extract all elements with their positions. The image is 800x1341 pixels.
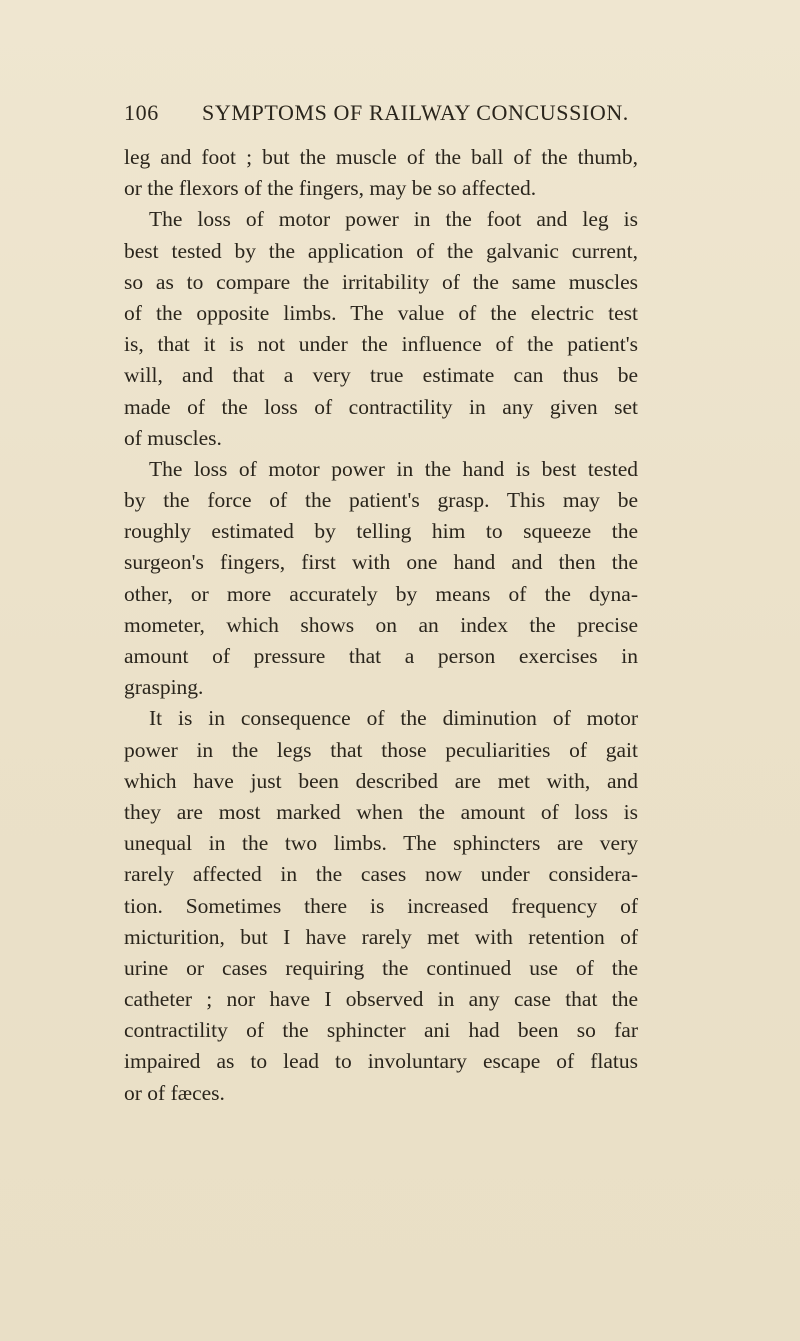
text-line: surgeon's fingers, first with one hand and then the xyxy=(124,550,638,575)
text-line: amount of pressure that a person exercises in xyxy=(124,644,638,668)
text-line: or of fæces. xyxy=(124,1080,225,1105)
page-header xyxy=(124,100,644,134)
text-line: or the flexors of the fingers, may be so affected. xyxy=(124,176,537,201)
text-line: so as to compare the irritability of the same muscles xyxy=(124,269,638,294)
text-line: mometer, which shows on an index the precise xyxy=(124,612,638,637)
text-line: of muscles. xyxy=(124,425,222,450)
text-line: The loss of motor power in the hand is best tested xyxy=(149,456,638,481)
text-line: impaired as to lead to involuntary escape of flatus xyxy=(124,1049,638,1074)
page-number: 106 xyxy=(124,100,159,125)
text-line: they are most marked when the amount of loss is xyxy=(124,799,638,824)
text-line: It is in consequence of the diminution of motor xyxy=(149,706,638,731)
text-line: unequal in the two limbs. The sphincters are very xyxy=(124,831,638,856)
text-line: power in the legs that those peculiarities of gait xyxy=(124,737,638,762)
text-line: which have just been described are met with, and xyxy=(124,768,638,793)
text-line: roughly estimated by telling him to squeeze the xyxy=(124,519,638,544)
text-line: made of the loss of contractility in any given set xyxy=(124,394,638,419)
text-line: micturition, but I have rarely met with retention of xyxy=(124,924,638,949)
text-line: tion. Sometimes there is increased frequency of xyxy=(124,893,638,918)
text-line: rarely affected in the cases now under considera- xyxy=(124,862,638,887)
text-line: will, and that a very true estimate can thus be xyxy=(124,363,638,388)
body-text xyxy=(124,142,638,1109)
text-line: by the force of the patient's grasp. This may be xyxy=(124,488,638,513)
text-line: leg and foot ; but the muscle of the ball of the thumb, xyxy=(124,145,638,169)
running-title: SYMPTOMS OF RAILWAY CONCUSSION. xyxy=(202,100,629,125)
text-line: urine or cases requiring the continued use of the xyxy=(124,955,638,980)
text-line: of the opposite limbs. The value of the electric test xyxy=(124,300,638,325)
text-line: catheter ; nor have I observed in any case that the xyxy=(124,987,638,1012)
text-line: other, or more accurately by means of the dyna- xyxy=(124,581,638,606)
text-line: grasping. xyxy=(124,675,204,700)
text-line: contractility of the sphincter ani had been so far xyxy=(124,1018,638,1043)
text-line: best tested by the application of the galvanic current, xyxy=(124,238,638,263)
text-line: The loss of motor power in the foot and leg is xyxy=(149,207,638,232)
text-line: is, that it is not under the influence of the patient's xyxy=(124,332,638,357)
